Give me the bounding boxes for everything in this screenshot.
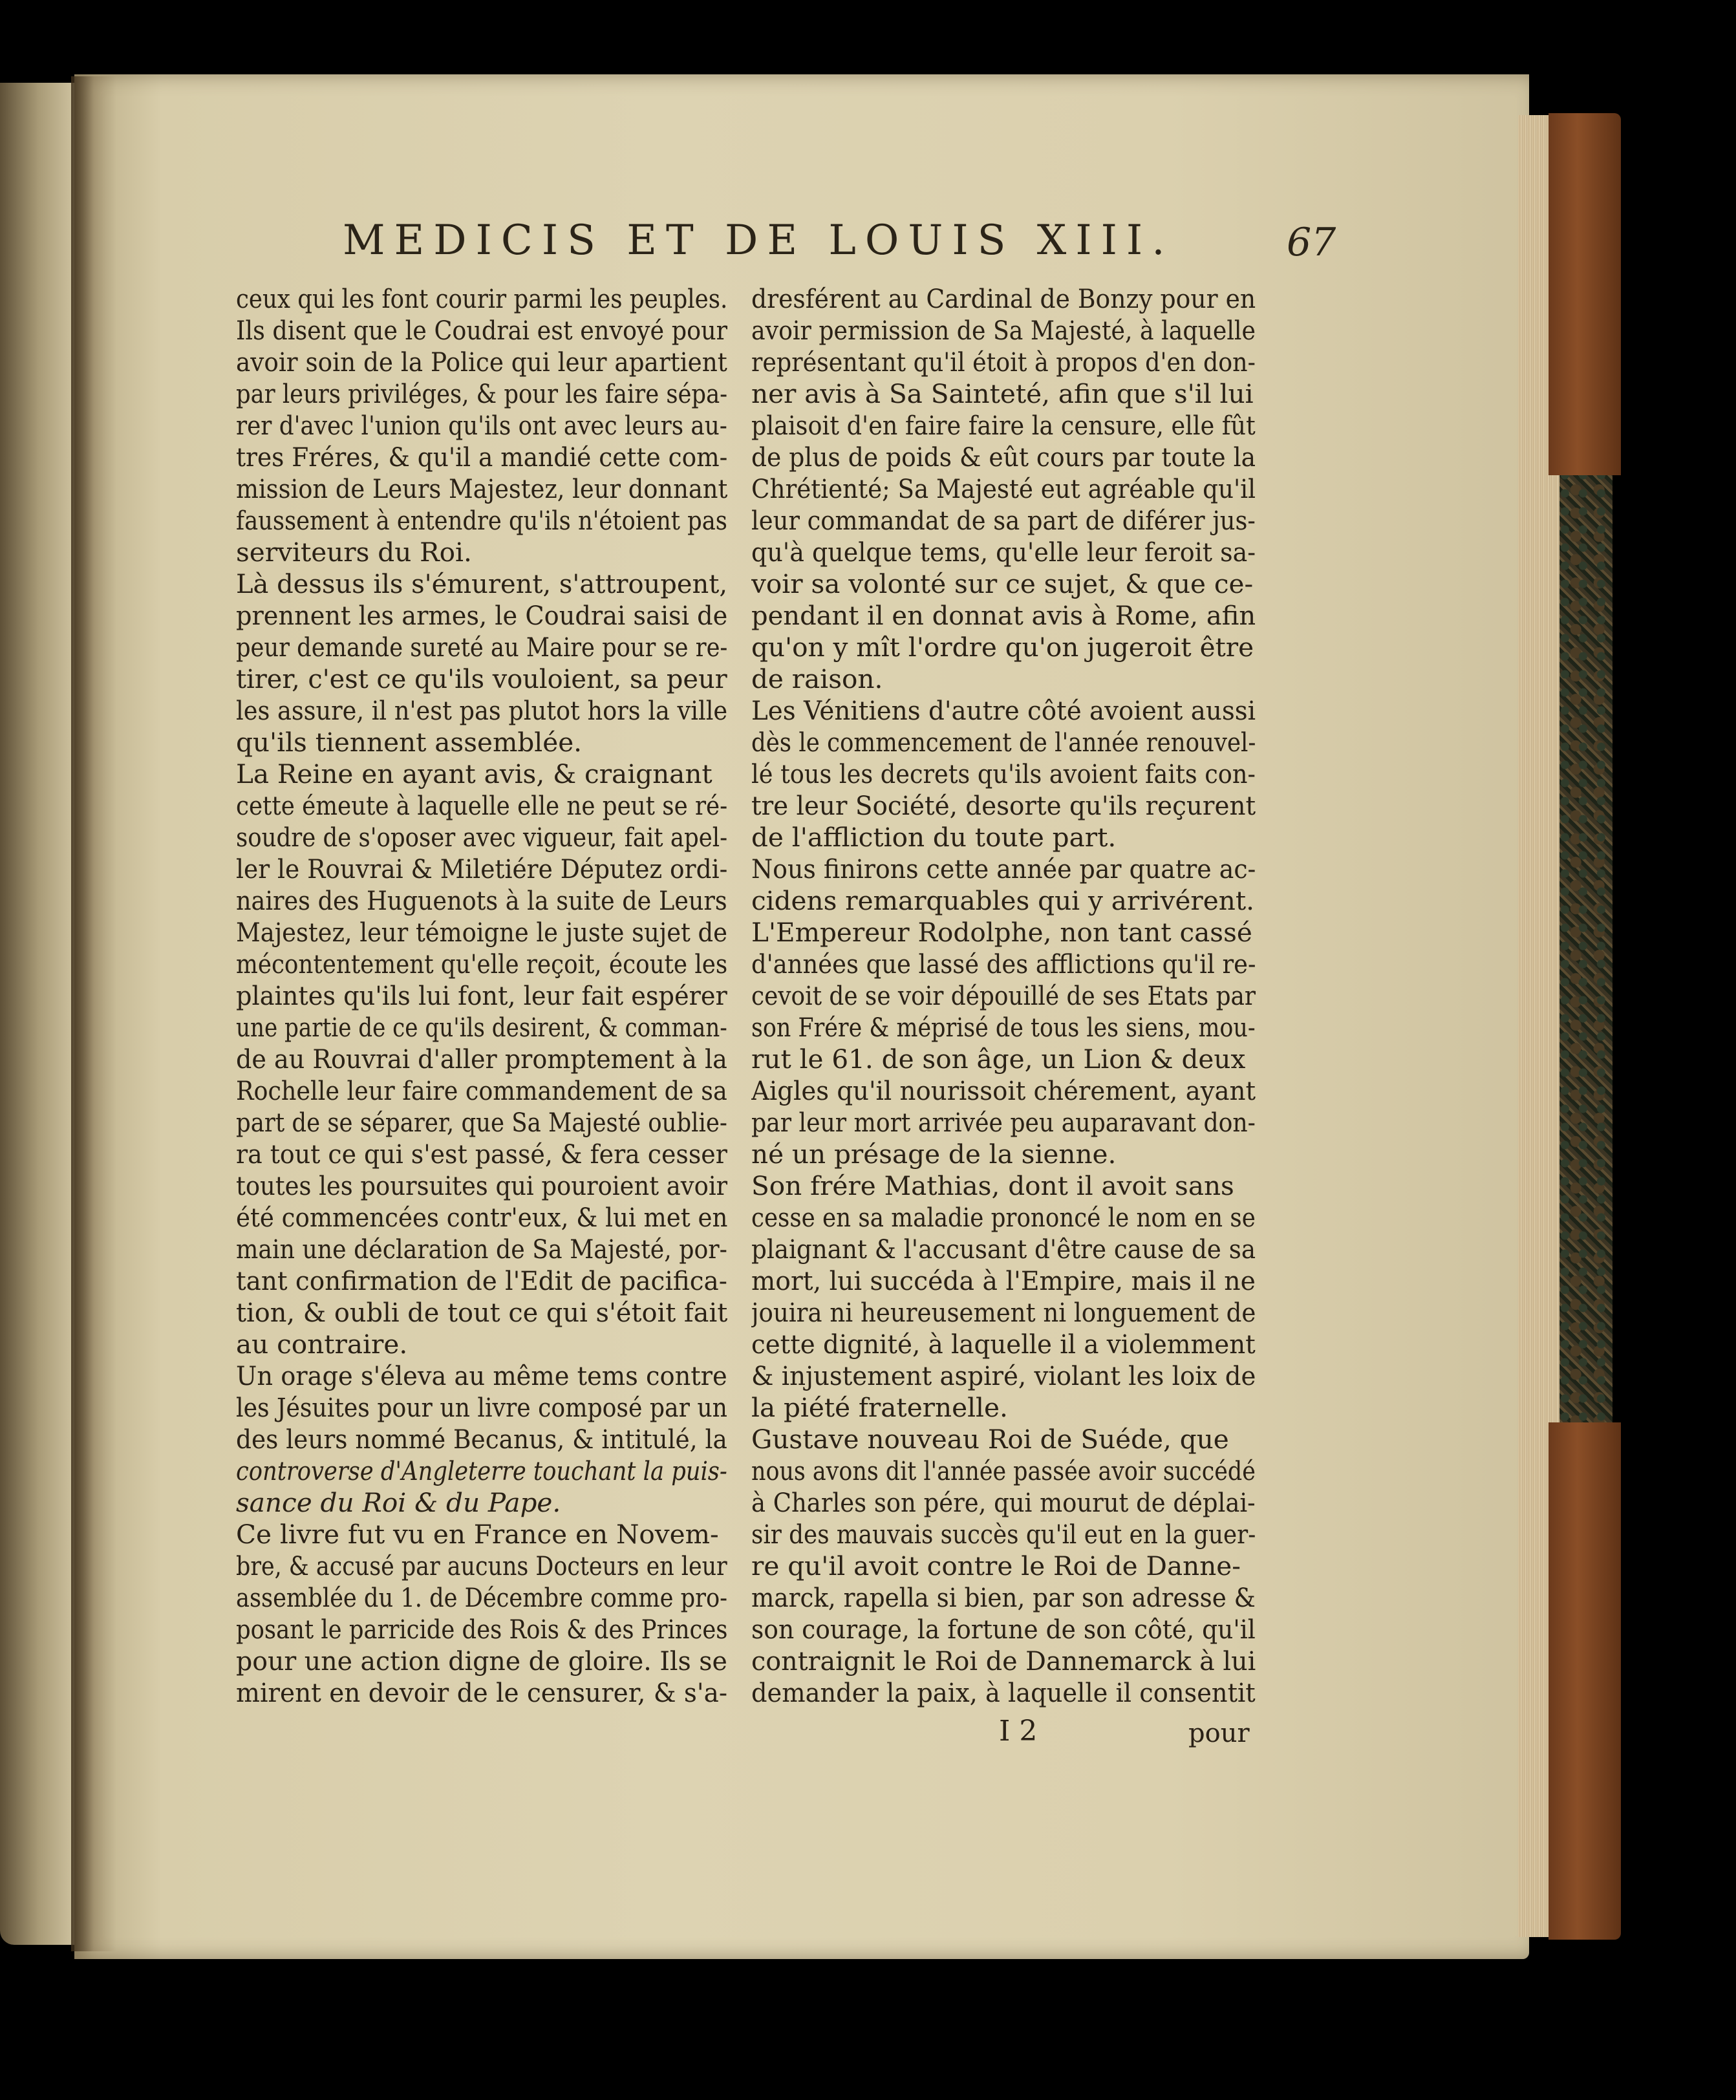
running-title: MEDICIS ET DE LOUIS XIII. [343,217,1174,264]
text-line: ner avis à Sa Sainteté, afin que s'il lui [751,378,1254,409]
text-line: tre leur Société, desorte qu'ils reçurent [751,790,1256,821]
text-line: demander la paix, à laquelle il consentit [751,1677,1256,1708]
text-line: Majestez, leur témoigne le juste sujet de [236,917,727,948]
text-line: La Reine en ayant avis, & craignant [236,758,713,789]
text-line: leur commandat de sa part de diférer jus- [751,505,1256,536]
text-line: cette dignité, à laquelle il a violemment [751,1329,1256,1360]
text-line: qu'on y mît l'ordre qu'on jugeroit être [751,632,1254,663]
catchword: pour [1188,1719,1250,1748]
text-line: serviteurs du Roi. [236,537,472,568]
text-line: bre, & accusé par aucuns Docteurs en leur [236,1550,727,1581]
text-line: plaintes qu'ils lui font, leur fait espérer [236,980,727,1011]
text-line: jouira ni heureusement ni longuement de [751,1297,1256,1328]
text-line: plaisoit d'en faire faire la censure, elle fût [751,410,1256,441]
text-line: pour une action digne de gloire. Ils se [236,1645,727,1677]
text-line: Rochelle leur faire commandement de sa [236,1075,727,1106]
text-line: Chrétienté; Sa Majesté eut agréable qu'il [751,473,1256,504]
leather-cover-corner-bottom [1548,1422,1621,1940]
text-line: son Frére & méprisé de tous les siens, mou- [751,1012,1256,1043]
text-line: son courage, la fortune de son côté, qu'il [751,1614,1256,1645]
text-line: Aigles qu'il nourissoit chérement, ayant [751,1075,1256,1106]
text-line: dresférent au Cardinal de Bonzy pour en [751,283,1256,314]
text-line: part de se séparer, que Sa Majesté oublie- [236,1107,727,1138]
text-line: re qu'il avoit contre le Roi de Danne- [751,1550,1241,1581]
text-line: tirer, c'est ce qu'ils vouloient, sa peur [236,663,727,694]
text-line: tion, & oubli de tout ce qui s'étoit fait [236,1297,727,1328]
text-line: avoir permission de Sa Majesté, à laquelle [751,315,1256,346]
text-line: Les Vénitiens d'autre côté avoient aussi [751,695,1256,726]
text-line: cidens remarquables qui y arrivérent. [751,885,1254,916]
text-column-right [751,283,1256,1709]
text-line: prennent les armes, le Coudrai saisi de [236,600,727,631]
text-line: & injustement aspiré, violant les loix de [751,1360,1256,1391]
text-line: au contraire. [236,1329,408,1360]
text-line: représentant qu'il étoit à propos d'en don- [751,347,1256,378]
text-line: été commencées contr'eux, & lui met en [236,1202,727,1233]
text-line: Gustave nouveau Roi de Suéde, que [751,1424,1229,1455]
text-line: rut le 61. de son âge, un Lion & deux [751,1044,1246,1075]
text-line: cette émeute à laquelle elle ne peut se ré- [236,790,727,821]
text-line: sance du Roi & du Pape. [236,1487,561,1518]
text-line: ler le Rouvrai & Miletiére Députez ordi- [236,853,727,884]
text-line: Ils disent que le Coudrai est envoyé pour [236,315,727,346]
text-line: tant confirmation de l'Edit de pacifica- [236,1265,727,1296]
text-line: Son frére Mathias, dont il avoit sans [751,1170,1234,1201]
text-line: contraignit le Roi de Dannemarck à lui [751,1645,1256,1677]
text-line: voir sa volonté sur ce sujet, & que ce- [751,568,1254,599]
text-line: né un présage de la sienne. [751,1139,1117,1170]
text-line: Un orage s'éleva au même tems contre [236,1360,727,1391]
text-line: de l'affliction du toute part. [751,822,1117,853]
text-line: L'Empereur Rodolphe, non tant cassé [751,917,1252,948]
text-line: sir des mauvais succès qu'il eut en la guer- [751,1519,1256,1550]
text-line: ra tout ce qui s'est passé, & fera cesser [236,1139,727,1170]
text-line: naires des Huguenots à la suite de Leurs [236,885,727,916]
text-line: qu'à quelque tems, qu'elle leur feroit sa- [751,537,1256,568]
text-line: soudre de s'oposer avec vigueur, fait apel- [236,822,727,853]
text-line: cesse en sa maladie prononcé le nom en se [751,1202,1256,1233]
text-line: nous avons dit l'année passée avoir succédé [751,1455,1256,1486]
signature-mark: I 2 [999,1715,1038,1748]
text-line: plaignant & l'accusant d'être cause de sa [751,1234,1256,1265]
text-line: marck, rapella si bien, par son adresse & [751,1582,1256,1613]
text-line: Ce livre fut vu en France en Novem- [236,1519,719,1550]
page-number: 67 [1287,220,1336,265]
text-line: tres Fréres, & qu'il a mandié cette com- [236,442,727,473]
text-line: des leurs nommé Becanus, & intitulé, la [236,1424,727,1455]
text-line: posant le parricide des Rois & des Princes [236,1614,727,1645]
text-line: ceux qui les font courir parmi les peuples. [236,283,727,314]
text-line: mirent en devoir de le censurer, & s'a- [236,1677,727,1708]
text-line: de au Rouvrai d'aller promptement à la [236,1044,727,1075]
text-line: qu'ils tiennent assemblée. [236,727,583,758]
text-line: assemblée du 1. de Décembre comme pro- [236,1582,727,1613]
text-line: controverse d'Angleterre touchant la puis- [236,1455,727,1486]
text-line: la piété fraternelle. [751,1392,1008,1423]
text-line: faussement à entendre qu'ils n'étoient pas [236,505,727,536]
text-line: pendant il en donnat avis à Rome, afin [751,600,1256,631]
text-line: une partie de ce qu'ils desirent, & comman- [236,1012,727,1043]
text-line: avoir soin de la Police qui leur apartient [236,347,727,378]
text-line: les assure, il n'est pas plutot hors la ville [236,695,727,726]
text-line: mort, lui succéda à l'Empire, mais il ne [751,1265,1256,1296]
text-line: Nous finirons cette année par quatre ac- [751,853,1256,884]
text-line: rer d'avec l'union qu'ils ont avec leurs au- [236,410,727,441]
text-line: par leur mort arrivée peu auparavant don- [751,1107,1256,1138]
text-line: toutes les poursuites qui pouroient avoir [236,1170,727,1201]
text-line: Là dessus ils s'émurent, s'attroupent, [236,568,727,599]
text-column-left [236,283,727,1709]
text-line: à Charles son pére, qui mourut de déplai- [751,1487,1256,1518]
text-line: main une déclaration de Sa Majesté, por- [236,1234,727,1265]
text-line: de raison. [751,663,883,694]
text-line: peur demande sureté au Maire pour se re- [236,632,727,663]
text-line: les Jésuites pour un livre composé par un [236,1392,727,1423]
text-line: d'années que lassé des afflictions qu'il re- [751,948,1256,980]
text-line: lé tous les decrets qu'ils avoient faits con- [751,758,1256,789]
text-line: mécontentement qu'elle reçoit, écoute les [236,948,727,980]
leather-cover-corner-top [1548,113,1621,475]
text-line: dès le commencement de l'année renouvel- [751,727,1256,758]
text-line: par leurs priviléges, & pour les faire sépa- [236,378,727,409]
text-line: cevoit de se voir dépouillé de ses Etats par [751,980,1256,1011]
text-line: de plus de poids & eût cours par toute la [751,442,1256,473]
text-line: mission de Leurs Majestez, leur donnant [236,473,727,504]
binding-gutter [71,76,116,1951]
